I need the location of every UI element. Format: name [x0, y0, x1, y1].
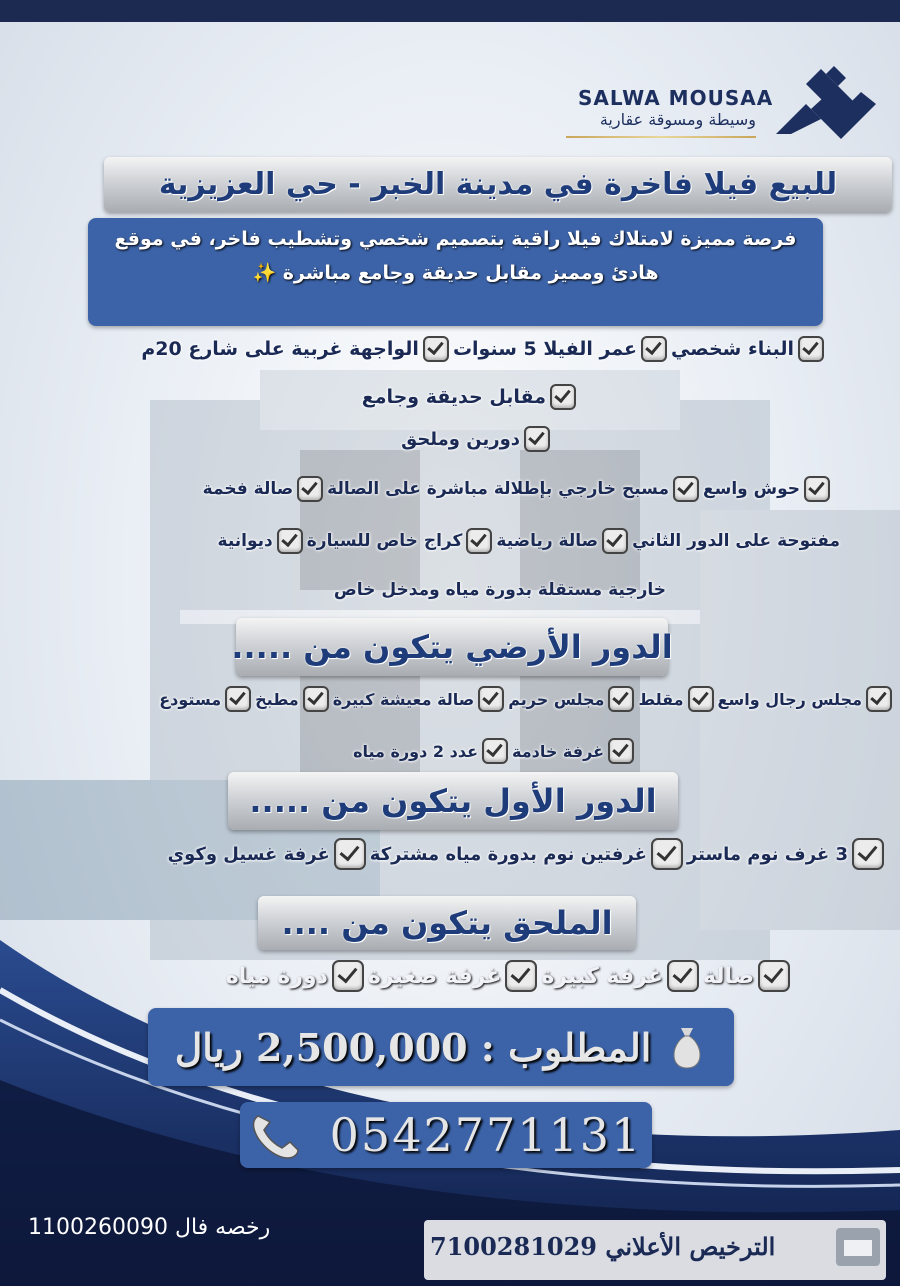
room-item: غرفتين نوم بدورة مياه مشتركة	[369, 843, 647, 865]
checkbox-icon	[798, 336, 824, 362]
feature-item: دورين وملحق	[401, 428, 520, 450]
feature-item: الواجهة غربية على شارع 20م	[141, 338, 419, 360]
checkbox-icon	[524, 426, 550, 452]
feature-item: كراج خاص للسيارة	[306, 531, 463, 551]
checkbox-icon	[758, 960, 790, 992]
brand-underline	[566, 136, 756, 138]
checkbox-icon	[550, 384, 576, 410]
room-item: مطبخ	[255, 689, 299, 709]
features-row-3	[401, 426, 554, 452]
feature-item: صالة رياضية	[496, 531, 599, 551]
checkbox-icon	[602, 528, 628, 554]
feature-item: خارجية مستقلة بدورة مياه ومدخل خاص	[333, 580, 666, 600]
haraj-logo-icon	[832, 1222, 884, 1272]
feature-item: مقابل حديقة وجامع	[361, 386, 546, 408]
brand-logo	[566, 64, 886, 144]
ad-license: الترخيص الأعلاني 7100281029	[430, 1232, 776, 1261]
features-row-6	[334, 580, 666, 600]
feature-item: مفتوحة على الدور الثاني	[632, 531, 840, 551]
room-item: مقلط	[638, 689, 684, 709]
intro-line-1: فرصة مميزة لامتلاك فيلا راقية بتصميم شخصي وتشطيب فاخر، في موقع	[114, 228, 797, 250]
checkbox-icon	[423, 336, 449, 362]
checkbox-icon	[651, 838, 683, 870]
intro-box	[88, 218, 823, 326]
features-row-4	[203, 476, 834, 502]
brand-mark-icon	[766, 64, 886, 144]
first-floor-banner	[228, 772, 678, 830]
feature-item: البناء شخصي	[671, 338, 794, 360]
room-item: صالة معيشة كبيرة	[332, 689, 475, 709]
checkbox-icon	[866, 686, 892, 712]
intro-line-2: هادئ ومميز مقابل حديقة وجامع مباشرة ✨	[252, 262, 659, 284]
brand-name: SALWA MOUSAA	[578, 86, 774, 110]
room-item: عدد 2 دورة مياه	[353, 741, 478, 761]
brand-tagline: وسيطة ومسوقة عقارية	[599, 110, 756, 129]
headline-banner	[104, 157, 892, 212]
room-item: صالة	[702, 963, 754, 989]
phone-number[interactable]: 0542771131	[329, 1108, 643, 1162]
checkbox-icon	[277, 528, 303, 554]
price-content	[148, 1008, 734, 1086]
checkbox-icon	[667, 960, 699, 992]
first-floor-row-1	[168, 838, 888, 870]
money-bag-icon	[667, 1024, 707, 1070]
feature-item: ديوانية	[217, 531, 273, 551]
phone-box[interactable]	[240, 1102, 652, 1168]
ground-floor-row-2	[353, 738, 638, 764]
room-item: غرفة خادمة	[512, 741, 604, 761]
room-item: دورة مياه	[225, 963, 328, 989]
fal-license: رخصه فال 1100260090	[28, 1215, 271, 1240]
checkbox-icon	[673, 476, 699, 502]
checkbox-icon	[608, 686, 634, 712]
checkbox-icon	[466, 528, 492, 554]
room-item: مجلس رجال واسع	[717, 689, 862, 709]
checkbox-icon	[332, 960, 364, 992]
feature-item: حوش واسع	[702, 479, 800, 499]
features-row-2	[362, 384, 580, 410]
feature-item: صالة فخمة	[202, 479, 294, 499]
ground-floor-row-1	[159, 686, 896, 712]
checkbox-icon	[297, 476, 323, 502]
checkbox-icon	[688, 686, 714, 712]
phone-icon	[248, 1110, 304, 1162]
checkbox-icon	[804, 476, 830, 502]
intro-text	[88, 222, 823, 290]
ground-floor-title: الدور الأرضي يتكون من .....	[231, 628, 673, 666]
checkbox-icon	[482, 738, 508, 764]
room-item: غرفة غسيل وكوي	[167, 843, 330, 865]
headline: للبيع فيلا فاخرة في مدينة الخبر - حي العزيزية	[158, 167, 838, 202]
price-box	[148, 1008, 734, 1086]
annex-title: الملحق يتكون من ....	[281, 904, 613, 942]
room-item: مستودع	[159, 689, 222, 709]
price-label: المطلوب : 2,500,000 ريال	[174, 1024, 652, 1070]
checkbox-icon	[478, 686, 504, 712]
feature-item: مسبح خارجي بإطلالة مباشرة على الصالة	[327, 479, 669, 499]
room-item: غرفة كبيرة	[541, 963, 663, 989]
checkbox-icon	[608, 738, 634, 764]
features-row-1	[141, 336, 828, 362]
feature-item: عمر الفيلا 5 سنوات	[452, 338, 638, 360]
checkbox-icon	[505, 960, 537, 992]
annex-row-1	[226, 960, 794, 992]
checkbox-icon	[641, 336, 667, 362]
room-item: 3 غرف نوم ماستر	[686, 843, 848, 865]
checkbox-icon	[303, 686, 329, 712]
room-item: مجلس حريم	[508, 689, 605, 709]
checkbox-icon	[225, 686, 251, 712]
top-bar	[0, 0, 900, 22]
annex-banner	[258, 896, 636, 950]
ground-floor-banner	[231, 618, 673, 676]
first-floor-title: الدور الأول يتكون من .....	[249, 782, 657, 820]
room-item: غرفة صغيرة	[367, 963, 502, 989]
checkbox-icon	[852, 838, 884, 870]
features-row-5	[218, 528, 840, 554]
checkbox-icon	[334, 838, 366, 870]
